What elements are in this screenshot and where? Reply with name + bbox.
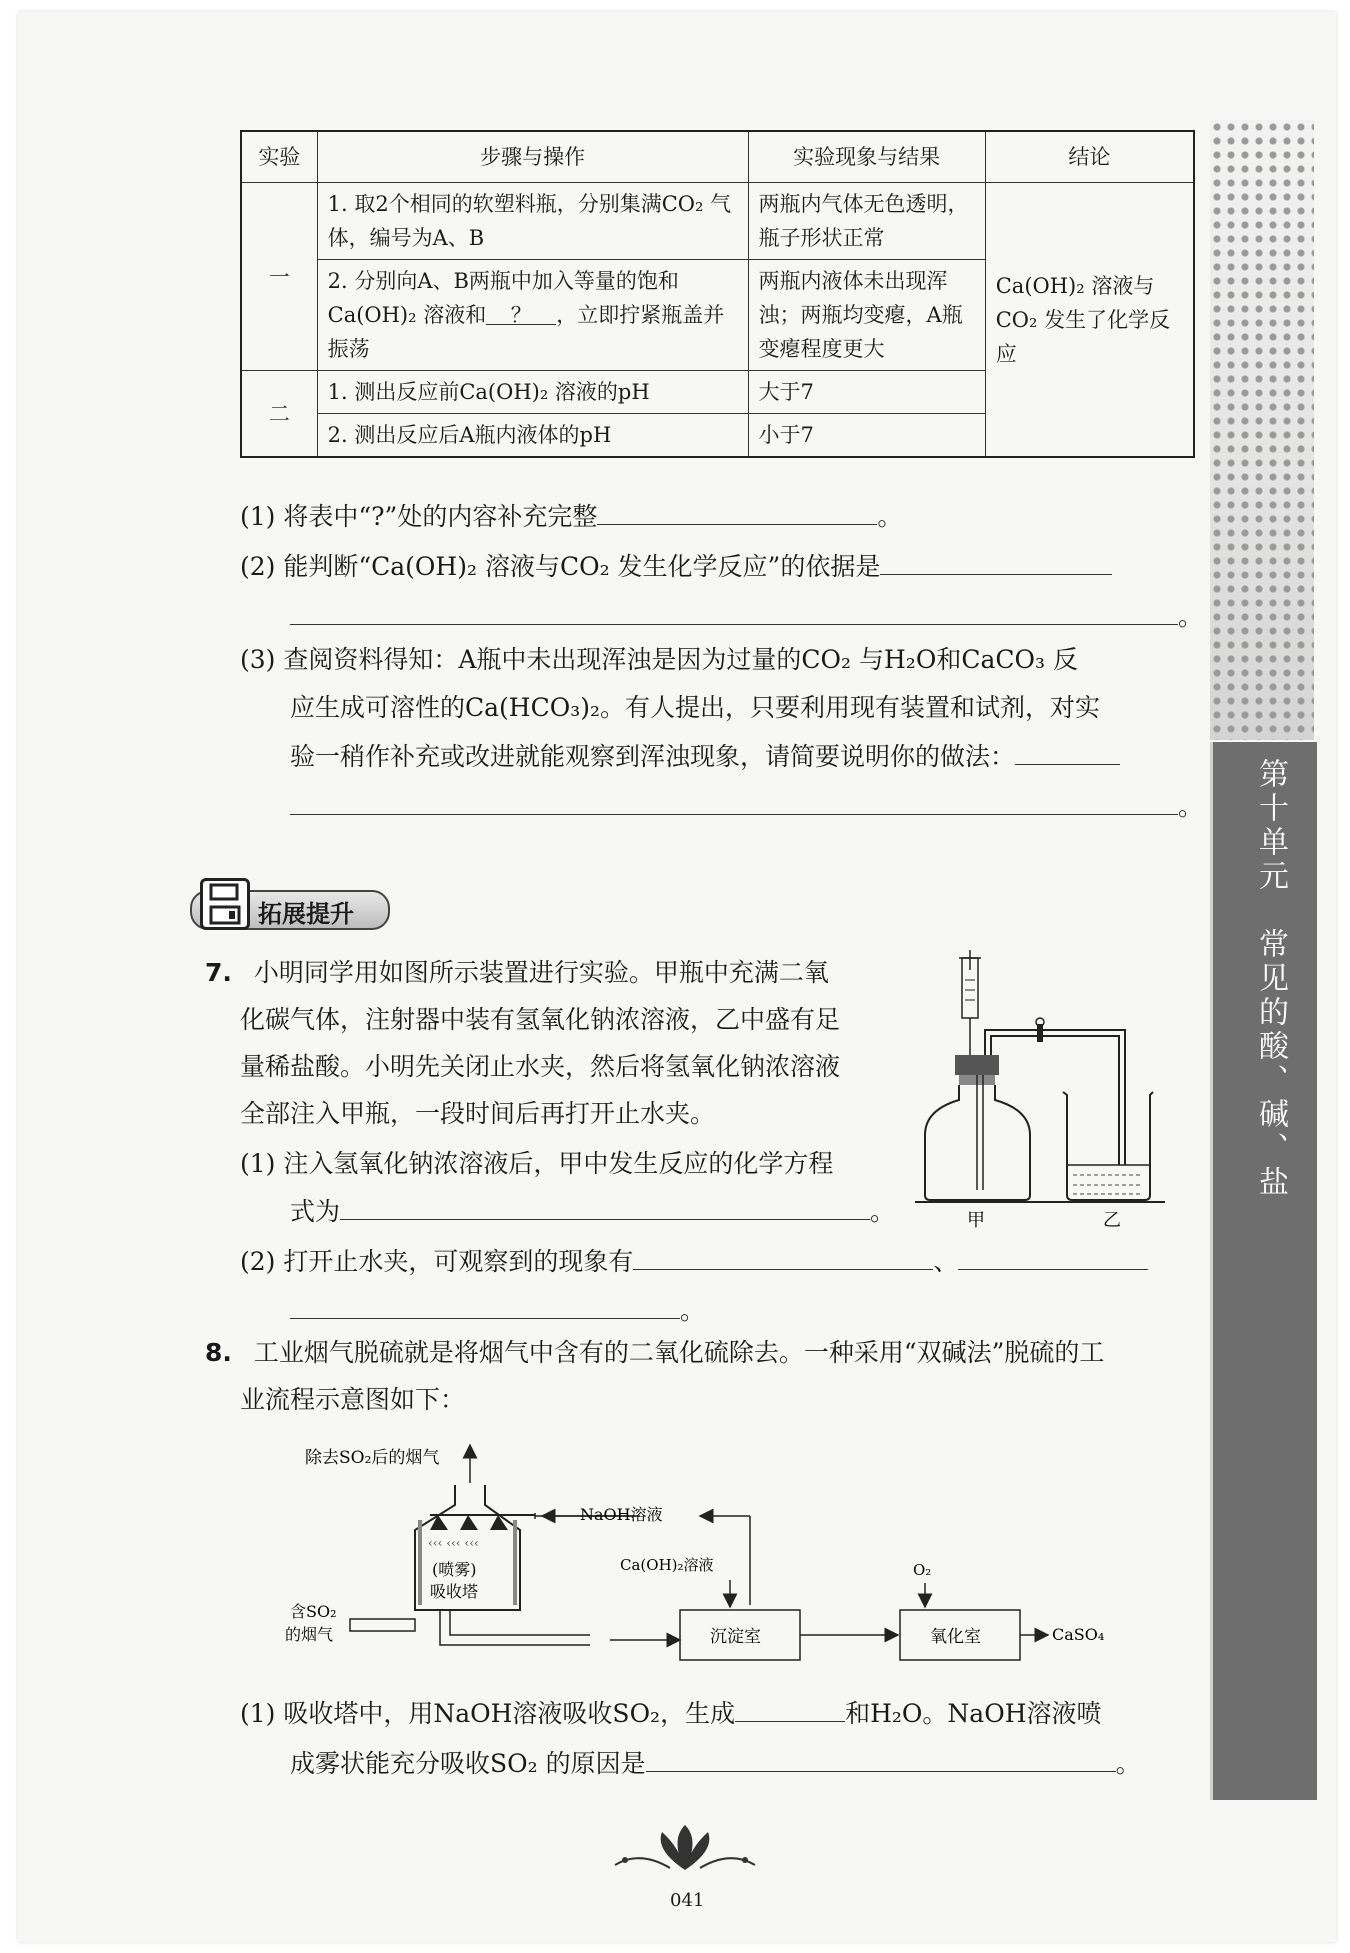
answer-blank[interactable] [597,498,877,525]
q8-line [240,1695,1102,1732]
punct: 。 [877,502,903,531]
q8-line [290,1745,1141,1782]
q7-line: 量稀盐酸。小明先关闭止水夹，然后将氢氧化钠浓溶液 [240,1052,841,1081]
question-text: 成雾状能充分吸收SO₂ 的原因是 [290,1749,646,1778]
q7-line [290,1193,895,1230]
q7-line: (1) 注入氢氧化钠浓溶液后，甲中发生反应的化学方程 [240,1149,834,1178]
experiment-table [240,130,1195,458]
result-cell: 两瓶内气体无色透明，瓶子形状正常 [748,183,985,260]
step-cell [317,260,748,371]
question-mark: ？ [510,303,532,327]
table-header-cell: 实验现象与结果 [748,131,985,183]
table-header-row [241,131,1194,183]
question-text: 小明同学用如图所示装置进行实验。甲瓶中充满二氧 [253,958,829,987]
q8-line: 业流程示意图如下： [240,1385,466,1414]
outlet-gas-label: 除去SO₂后的烟气 [305,1448,440,1468]
answer-blank[interactable] [290,598,1178,625]
flow-diagram [280,1435,1120,1695]
punct: 。 [1115,1749,1141,1778]
answer-blank[interactable] [958,1243,1148,1270]
step-cell: 1. 取2个相同的软塑料瓶，分别集满CO₂ 气体，编号为A、B [317,183,748,260]
table-row [241,183,1194,260]
question-blank [486,298,556,325]
exp-label-2: 二 [241,371,317,458]
step-text: ，立即拧紧瓶盖并振荡 [327,303,725,361]
svg-text:‹‹‹ ‹‹‹ ‹‹‹: ‹‹‹ ‹‹‹ ‹‹‹ [428,1536,479,1550]
punct: 。 [1178,602,1204,631]
answer-blank[interactable] [290,788,1178,815]
question-line [240,548,1112,585]
chapter-tab-label: 第十单元 常见的酸、碱、盐 [1253,758,1288,1200]
answer-blank[interactable] [646,1745,1116,1772]
table-header-cell: 结论 [985,131,1194,183]
question-line: 应生成可溶性的Ca(HCO₃)₂。有人提出，只要利用现有装置和试剂，对实 [290,693,1101,722]
question-line [290,738,1120,775]
table-header-cell: 实验 [241,131,317,183]
apparatus-figure [915,950,1165,1230]
conclusion-cell: Ca(OH)₂ 溶液与CO₂ 发生了化学反应 [985,183,1194,458]
settling-room-label: 沉淀室 [710,1627,761,1647]
question-number: 8. [205,1338,232,1367]
answer-blank[interactable] [633,1243,933,1270]
answer-blank[interactable] [1015,738,1120,765]
naoh-label: NaOH溶液 [580,1505,663,1524]
section-title: 拓展提升 [258,900,354,928]
question-text: (1) 将表中“?”处的内容补充完整 [240,502,598,531]
result-cell: 小于7 [748,414,985,458]
question-text: (2) 能判断“Ca(OH)₂ 溶液与CO₂ 发生化学反应”的依据是 [240,552,881,581]
tower-label-2: 吸收塔 [430,1582,479,1601]
caso4-label: CaSO₄ [1052,1625,1105,1644]
question-line [240,498,902,535]
q8-line [205,1335,1104,1371]
q7-line [205,955,829,991]
connecting-tube [985,1030,1125,1165]
disk-icon-graphic [203,881,247,927]
oxidation-room-label: 氧化室 [930,1627,981,1647]
step-cell: 2. 测出反应后A瓶内液体的pH [317,414,748,458]
stopper [955,1055,999,1075]
inlet-label-1: 含SO₂ [290,1602,337,1621]
punct: 、 [933,1247,959,1276]
o2-label: O₂ [913,1561,932,1579]
beaker-yi [1063,1092,1153,1200]
result-cell: 大于7 [748,371,985,414]
exp-label-1: 一 [241,183,317,371]
question-text: 验一稍作补充或改进就能观察到浑浊现象，请简要说明你的做法： [290,742,1016,771]
table-header-cell: 步骤与操作 [317,131,748,183]
label-yi: 乙 [1103,1210,1121,1230]
caoh2-label: Ca(OH)₂溶液 [620,1556,714,1574]
page-number: 041 [670,1890,705,1911]
inlet-label-2: 的烟气 [285,1625,334,1644]
question-text: (1) 吸收塔中，用NaOH溶液吸收SO₂，生成 [240,1699,736,1728]
punct: 。 [870,1197,896,1226]
step-cell: 1. 测出反应前Ca(OH)₂ 溶液的pH [317,371,748,414]
question-line [290,788,1203,825]
question-text: (2) 打开止水夹，可观察到的现象有 [240,1247,634,1276]
question-text: 和H₂O。NaOH溶液喷 [845,1699,1102,1728]
answer-blank[interactable] [290,1292,680,1319]
label-jia: 甲 [967,1210,985,1230]
punct: 。 [680,1296,706,1325]
answer-blank[interactable] [880,548,1112,575]
result-cell: 两瓶内液体未出现浑浊；两瓶均变瘪，A瓶变瘪程度更大 [748,260,985,371]
q7-line [290,1292,705,1329]
question-text: 工业烟气脱硫就是将烟气中含有的二氧化硫除去。一种采用“双碱法”脱硫的工 [253,1338,1105,1367]
question-text: 式为 [290,1197,341,1226]
section-badge [190,878,390,930]
q7-line [240,1243,1148,1280]
side-pattern [1210,120,1314,740]
q7-line: 化碳气体，注射器中装有氢氧化钠浓溶液，乙中盛有足 [240,1005,841,1034]
disk-icon [200,878,250,930]
punct: 。 [1178,792,1204,821]
tower-label-1: (喷雾) [432,1560,477,1579]
question-line [290,598,1203,635]
answer-blank[interactable] [735,1695,845,1722]
step-text: 2. 分别向A、B两瓶中加入等量的饱和Ca(OH)₂ 溶液和 [327,269,679,327]
question-line: (3) 查阅资料得知：A瓶中未出现浑浊是因为过量的CO₂ 与H₂O和CaCO₃ 反 [240,645,1078,674]
footer-ornament-icon [610,1820,760,1880]
question-number: 7. [205,958,232,987]
answer-blank[interactable] [340,1193,870,1220]
q7-line: 全部注入甲瓶，一段时间后再打开止水夹。 [240,1099,716,1128]
